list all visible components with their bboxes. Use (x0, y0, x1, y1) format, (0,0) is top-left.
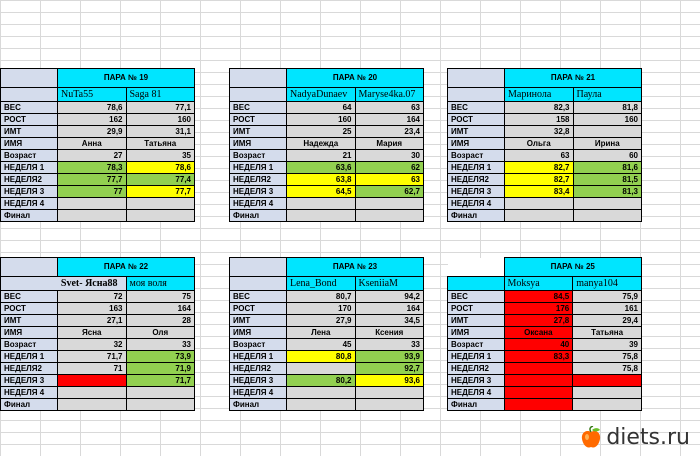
pair-table (447, 257, 642, 411)
member-value[interactable]: 83,3 (504, 351, 573, 363)
member-value[interactable] (58, 375, 127, 387)
header-label-cell[interactable] (448, 258, 505, 277)
partner-value[interactable]: 23,4 (355, 126, 424, 138)
partner-value[interactable] (573, 126, 642, 138)
table-row (448, 162, 642, 174)
row-label[interactable]: РОСТ (1, 303, 58, 315)
partner-value[interactable]: Татьяна (573, 327, 642, 339)
member-value[interactable]: 63,6 (287, 162, 356, 174)
partner-value[interactable]: 31,1 (126, 126, 195, 138)
name-label-cell[interactable] (448, 88, 505, 102)
row-label[interactable]: ИМЯ (448, 138, 505, 150)
partner-value[interactable]: 71,9 (126, 363, 195, 375)
member-value[interactable] (504, 399, 573, 411)
header-label-cell[interactable] (1, 69, 58, 88)
partner-value[interactable]: 39 (573, 339, 642, 351)
partner-value[interactable] (355, 399, 424, 411)
row-label[interactable]: ИМТ (1, 126, 58, 138)
partner-value[interactable]: 35 (126, 150, 195, 162)
row-label[interactable]: Возраст (1, 150, 58, 162)
partner-value[interactable]: 81,3 (573, 186, 642, 198)
table-row (230, 351, 424, 363)
table-row (448, 150, 642, 162)
member-value[interactable]: 77,7 (58, 174, 127, 186)
pair-table (0, 68, 195, 222)
row-label[interactable]: НЕДЕЛЯ2 (230, 174, 287, 186)
member-value[interactable]: 25 (287, 126, 356, 138)
partner-value[interactable]: 78,6 (126, 162, 195, 174)
member-name[interactable]: NuTa55 (58, 88, 127, 102)
row-label[interactable]: РОСТ (230, 303, 287, 315)
row-label[interactable]: Возраст (230, 339, 287, 351)
table-row (1, 339, 195, 351)
member-value[interactable] (504, 375, 573, 387)
member-value[interactable]: Оксана (504, 327, 573, 339)
row-label[interactable]: ИМТ (448, 126, 505, 138)
row-label[interactable]: НЕДЕЛЯ 4 (230, 198, 287, 210)
header-label-cell[interactable] (230, 69, 287, 88)
table-row (230, 138, 424, 150)
member-value[interactable]: 158 (505, 114, 574, 126)
partner-value[interactable]: 92,7 (355, 363, 424, 375)
partner-value[interactable]: 164 (355, 303, 424, 315)
member-value[interactable]: 32,8 (505, 126, 574, 138)
table-row (1, 315, 195, 327)
member-value[interactable]: Ольга (505, 138, 574, 150)
apple-logo-icon (579, 426, 603, 450)
table-row (1, 303, 195, 315)
partner-value[interactable]: 161 (573, 303, 642, 315)
table-row (448, 303, 642, 315)
partner-value[interactable]: 75,8 (573, 363, 642, 375)
partner-value[interactable]: 81,8 (573, 102, 642, 114)
partner-name[interactable]: manya104 (573, 277, 642, 291)
member-value[interactable]: 45 (287, 339, 356, 351)
row-label[interactable]: НЕДЕЛЯ 4 (448, 198, 505, 210)
table-row (1, 375, 195, 387)
partner-value[interactable] (126, 399, 195, 411)
row-label[interactable]: Финал (230, 399, 287, 411)
member-value[interactable] (287, 387, 356, 399)
table-row (1, 138, 195, 150)
table-row (448, 198, 642, 210)
member-value[interactable]: Ясна (58, 327, 127, 339)
pair-table (229, 68, 424, 222)
partner-value[interactable]: 75,8 (573, 351, 642, 363)
partner-value[interactable]: 62,7 (355, 186, 424, 198)
row-label[interactable]: НЕДЕЛЯ 3 (1, 186, 58, 198)
table-row (1, 174, 195, 186)
partner-value[interactable]: 73,9 (126, 351, 195, 363)
member-value[interactable]: 80,2 (287, 375, 356, 387)
row-label[interactable]: НЕДЕЛЯ 1 (448, 162, 505, 174)
partner-value[interactable]: 33 (126, 339, 195, 351)
row-label[interactable]: Финал (230, 210, 287, 222)
member-value[interactable]: 77 (58, 186, 127, 198)
member-value[interactable] (287, 399, 356, 411)
partner-value[interactable]: Татьяна (126, 138, 195, 150)
partner-value[interactable] (355, 387, 424, 399)
table-row (1, 363, 195, 375)
row-label[interactable]: Возраст (1, 339, 58, 351)
table-row (448, 186, 642, 198)
partner-value[interactable] (573, 210, 642, 222)
row-label[interactable]: Возраст (448, 339, 505, 351)
partner-value[interactable]: 63 (355, 102, 424, 114)
member-value[interactable]: 72 (58, 291, 127, 303)
partner-name[interactable]: Saga 81 (126, 88, 195, 102)
partner-value[interactable]: 29,4 (573, 315, 642, 327)
table-row (230, 291, 424, 303)
row-label[interactable]: Финал (448, 399, 505, 411)
partner-value[interactable]: 160 (573, 114, 642, 126)
header-label-cell[interactable] (1, 258, 58, 277)
table-row (230, 339, 424, 351)
pair-title[interactable]: ПАРА № 20 (287, 69, 424, 88)
member-value[interactable] (58, 387, 127, 399)
member-value[interactable]: 32 (58, 339, 127, 351)
member-value[interactable] (287, 198, 356, 210)
member-value[interactable]: 27,9 (287, 315, 356, 327)
table-row (1, 162, 195, 174)
row-label[interactable]: ИМЯ (230, 138, 287, 150)
table-row (448, 399, 642, 411)
table-row (1, 351, 195, 363)
row-label[interactable]: НЕДЕЛЯ2 (448, 363, 505, 375)
table-row (448, 315, 642, 327)
member-value[interactable]: 40 (504, 339, 573, 351)
member-value[interactable]: 170 (287, 303, 356, 315)
row-label[interactable]: НЕДЕЛЯ 1 (230, 351, 287, 363)
partner-value[interactable]: 30 (355, 150, 424, 162)
table-row (230, 198, 424, 210)
partner-value[interactable]: 63 (355, 174, 424, 186)
row-label[interactable]: РОСТ (1, 114, 58, 126)
table-row (230, 327, 424, 339)
table-row (448, 114, 642, 126)
name-label-cell[interactable] (230, 88, 287, 102)
member-value[interactable]: 78,6 (58, 102, 127, 114)
diets-logo[interactable] (579, 425, 690, 450)
table-row (230, 210, 424, 222)
row-label[interactable]: Финал (448, 210, 505, 222)
row-label[interactable]: Возраст (230, 150, 287, 162)
pair-table (0, 257, 195, 411)
partner-value[interactable]: 93,9 (355, 351, 424, 363)
member-value[interactable]: 27,8 (504, 315, 573, 327)
partner-value[interactable] (573, 198, 642, 210)
member-value[interactable] (58, 399, 127, 411)
member-value[interactable] (505, 210, 574, 222)
pair-table (447, 68, 642, 222)
row-label[interactable]: НЕДЕЛЯ2 (1, 363, 58, 375)
partner-value[interactable]: 77,4 (126, 174, 195, 186)
row-label[interactable]: НЕДЕЛЯ 1 (230, 162, 287, 174)
row-label[interactable]: Финал (1, 210, 58, 222)
row-label[interactable]: НЕДЕЛЯ 3 (448, 186, 505, 198)
member-value[interactable]: 82,3 (505, 102, 574, 114)
member-value[interactable]: 84,5 (504, 291, 573, 303)
member-value[interactable]: 71 (58, 363, 127, 375)
member-value[interactable]: 27 (58, 150, 127, 162)
member-value[interactable]: 160 (287, 114, 356, 126)
name-label-cell[interactable]: Svet- Ясна88 (1, 277, 127, 291)
member-value[interactable]: Лена (287, 327, 356, 339)
row-label[interactable]: Возраст (448, 150, 505, 162)
member-value[interactable]: 176 (504, 303, 573, 315)
partner-value[interactable]: 77,1 (126, 102, 195, 114)
table-row (230, 162, 424, 174)
member-value[interactable]: 78,3 (58, 162, 127, 174)
partner-value[interactable] (355, 198, 424, 210)
member-value[interactable]: 21 (287, 150, 356, 162)
partner-value[interactable]: 71,7 (126, 375, 195, 387)
table-row (448, 291, 642, 303)
row-label[interactable]: НЕДЕЛЯ 1 (1, 351, 58, 363)
row-label[interactable]: ИМЯ (448, 327, 505, 339)
member-value[interactable]: 163 (58, 303, 127, 315)
row-label[interactable]: ИМТ (230, 126, 287, 138)
row-label[interactable]: ВЕС (448, 102, 505, 114)
row-label[interactable]: РОСТ (230, 114, 287, 126)
header-label-cell[interactable] (448, 69, 505, 88)
row-label[interactable]: НЕДЕЛЯ2 (448, 174, 505, 186)
member-value[interactable]: Анна (58, 138, 127, 150)
partner-value[interactable]: 60 (573, 150, 642, 162)
member-value[interactable]: 63 (505, 150, 574, 162)
partner-name[interactable]: KseniiaM (355, 277, 424, 291)
pair-title[interactable]: ПАРА № 19 (58, 69, 195, 88)
member-name[interactable]: NadyaDunaev (287, 88, 356, 102)
member-value[interactable]: 80,8 (287, 351, 356, 363)
row-label[interactable]: ВЕС (230, 102, 287, 114)
partner-name[interactable]: моя воля (126, 277, 195, 291)
table-row (230, 387, 424, 399)
table-row (1, 126, 195, 138)
partner-name[interactable]: Maryse4ka.07 (355, 88, 424, 102)
partner-value[interactable]: Мария (355, 138, 424, 150)
partner-value[interactable]: Ксения (355, 327, 424, 339)
partner-value[interactable] (126, 198, 195, 210)
partner-value[interactable]: 34,5 (355, 315, 424, 327)
member-value[interactable]: 82,7 (505, 174, 574, 186)
name-label-cell[interactable] (230, 277, 287, 291)
row-label[interactable]: ИМТ (230, 315, 287, 327)
partner-value[interactable] (573, 399, 642, 411)
partner-value[interactable]: Оля (126, 327, 195, 339)
table-row (448, 339, 642, 351)
partner-value[interactable]: 75,9 (573, 291, 642, 303)
row-label[interactable]: НЕДЕЛЯ 1 (448, 351, 505, 363)
partner-name[interactable]: Паула (573, 88, 642, 102)
member-value[interactable] (287, 363, 356, 375)
partner-value[interactable] (126, 210, 195, 222)
member-name[interactable]: Moksya (504, 277, 573, 291)
table-row (448, 387, 642, 399)
row-label[interactable]: НЕДЕЛЯ 4 (448, 387, 505, 399)
partner-value[interactable] (573, 387, 642, 399)
partner-value[interactable]: 164 (355, 114, 424, 126)
row-label[interactable]: НЕДЕЛЯ 3 (230, 375, 287, 387)
table-row (1, 387, 195, 399)
partner-value[interactable]: 75 (126, 291, 195, 303)
row-label[interactable]: НЕДЕЛЯ 1 (1, 162, 58, 174)
row-label[interactable]: НЕДЕЛЯ2 (1, 174, 58, 186)
row-label[interactable]: ВЕС (1, 291, 58, 303)
partner-value[interactable]: Ирина (573, 138, 642, 150)
partner-value[interactable]: 93,6 (355, 375, 424, 387)
partner-value[interactable]: 160 (126, 114, 195, 126)
table-row (1, 210, 195, 222)
partner-value[interactable]: 28 (126, 315, 195, 327)
table-row (230, 150, 424, 162)
table-row (1, 291, 195, 303)
partner-value[interactable]: 94,2 (355, 291, 424, 303)
member-name[interactable]: Lena_Bond (287, 277, 356, 291)
row-label[interactable]: ИМТ (1, 315, 58, 327)
partner-value[interactable] (355, 210, 424, 222)
pair-title[interactable]: ПАРА № 23 (287, 258, 424, 277)
table-row (1, 102, 195, 114)
header-label-cell[interactable] (230, 258, 287, 277)
member-value[interactable] (504, 363, 573, 375)
row-label[interactable]: НЕДЕЛЯ 4 (230, 387, 287, 399)
table-row (1, 198, 195, 210)
member-value[interactable]: 63,8 (287, 174, 356, 186)
row-label[interactable]: ИМТ (448, 315, 505, 327)
table-row (230, 174, 424, 186)
table-row (448, 138, 642, 150)
partner-value[interactable]: 33 (355, 339, 424, 351)
table-row (1, 114, 195, 126)
pair-card-20 (229, 68, 424, 222)
member-value[interactable] (504, 387, 573, 399)
row-label[interactable]: ИМЯ (1, 138, 58, 150)
member-value[interactable]: 162 (58, 114, 127, 126)
member-value[interactable]: Надежда (287, 138, 356, 150)
row-label[interactable]: ИМЯ (1, 327, 58, 339)
pair-card-19 (0, 68, 195, 222)
table-row (230, 102, 424, 114)
partner-value[interactable]: 164 (126, 303, 195, 315)
table-row (1, 399, 195, 411)
pair-card-22 (0, 257, 195, 411)
pair-card-25 (447, 257, 642, 411)
table-row (230, 399, 424, 411)
table-row (448, 102, 642, 114)
table-row (230, 186, 424, 198)
row-label[interactable]: НЕДЕЛЯ 3 (1, 375, 58, 387)
row-label[interactable]: НЕДЕЛЯ 3 (230, 186, 287, 198)
pair-title[interactable]: ПАРА № 21 (505, 69, 642, 88)
table-row (448, 351, 642, 363)
partner-value[interactable] (126, 387, 195, 399)
row-label[interactable]: ВЕС (230, 291, 287, 303)
table-row (230, 126, 424, 138)
member-value[interactable] (58, 198, 127, 210)
member-value[interactable]: 83,4 (505, 186, 574, 198)
row-label[interactable]: Финал (1, 399, 58, 411)
partner-value[interactable] (573, 375, 642, 387)
table-row (230, 363, 424, 375)
member-value[interactable]: 29,9 (58, 126, 127, 138)
table-row (448, 375, 642, 387)
row-label[interactable]: РОСТ (448, 303, 505, 315)
table-row (448, 363, 642, 375)
member-value[interactable]: 71,7 (58, 351, 127, 363)
member-value[interactable] (58, 210, 127, 222)
partner-value[interactable]: 77,7 (126, 186, 195, 198)
member-value[interactable]: 27,1 (58, 315, 127, 327)
partner-value[interactable]: 81,6 (573, 162, 642, 174)
table-row (230, 315, 424, 327)
pair-card-23 (229, 257, 424, 411)
table-row (230, 114, 424, 126)
table-row (230, 303, 424, 315)
table-row (448, 174, 642, 186)
member-name[interactable]: Маринола (505, 88, 574, 102)
pair-title[interactable]: ПАРА № 22 (58, 258, 195, 277)
pair-table (229, 257, 424, 411)
row-label[interactable]: РОСТ (448, 114, 505, 126)
row-label[interactable]: НЕДЕЛЯ 4 (1, 198, 58, 210)
partner-value[interactable]: 81,5 (573, 174, 642, 186)
table-row (448, 126, 642, 138)
member-value[interactable] (505, 198, 574, 210)
table-row (448, 210, 642, 222)
member-value[interactable]: 64 (287, 102, 356, 114)
table-row (1, 327, 195, 339)
member-value[interactable] (287, 210, 356, 222)
pair-card-21 (447, 68, 642, 222)
table-row (448, 327, 642, 339)
partner-value[interactable]: 62 (355, 162, 424, 174)
member-value[interactable]: 64,5 (287, 186, 356, 198)
member-value[interactable]: 80,7 (287, 291, 356, 303)
row-label[interactable]: НЕДЕЛЯ 3 (448, 375, 505, 387)
row-label[interactable]: ИМЯ (230, 327, 287, 339)
name-label-cell[interactable] (1, 88, 58, 102)
table-row (1, 186, 195, 198)
row-label[interactable]: НЕДЕЛЯ2 (230, 363, 287, 375)
row-label[interactable]: ВЕС (448, 291, 505, 303)
table-row (230, 375, 424, 387)
name-label-cell[interactable] (448, 277, 505, 291)
member-value[interactable]: 82,7 (505, 162, 574, 174)
table-row (1, 150, 195, 162)
row-label[interactable]: ВЕС (1, 102, 58, 114)
logo-text: diets.ru (606, 425, 690, 450)
pair-title[interactable]: ПАРА № 25 (504, 258, 642, 277)
row-label[interactable]: НЕДЕЛЯ 4 (1, 387, 58, 399)
